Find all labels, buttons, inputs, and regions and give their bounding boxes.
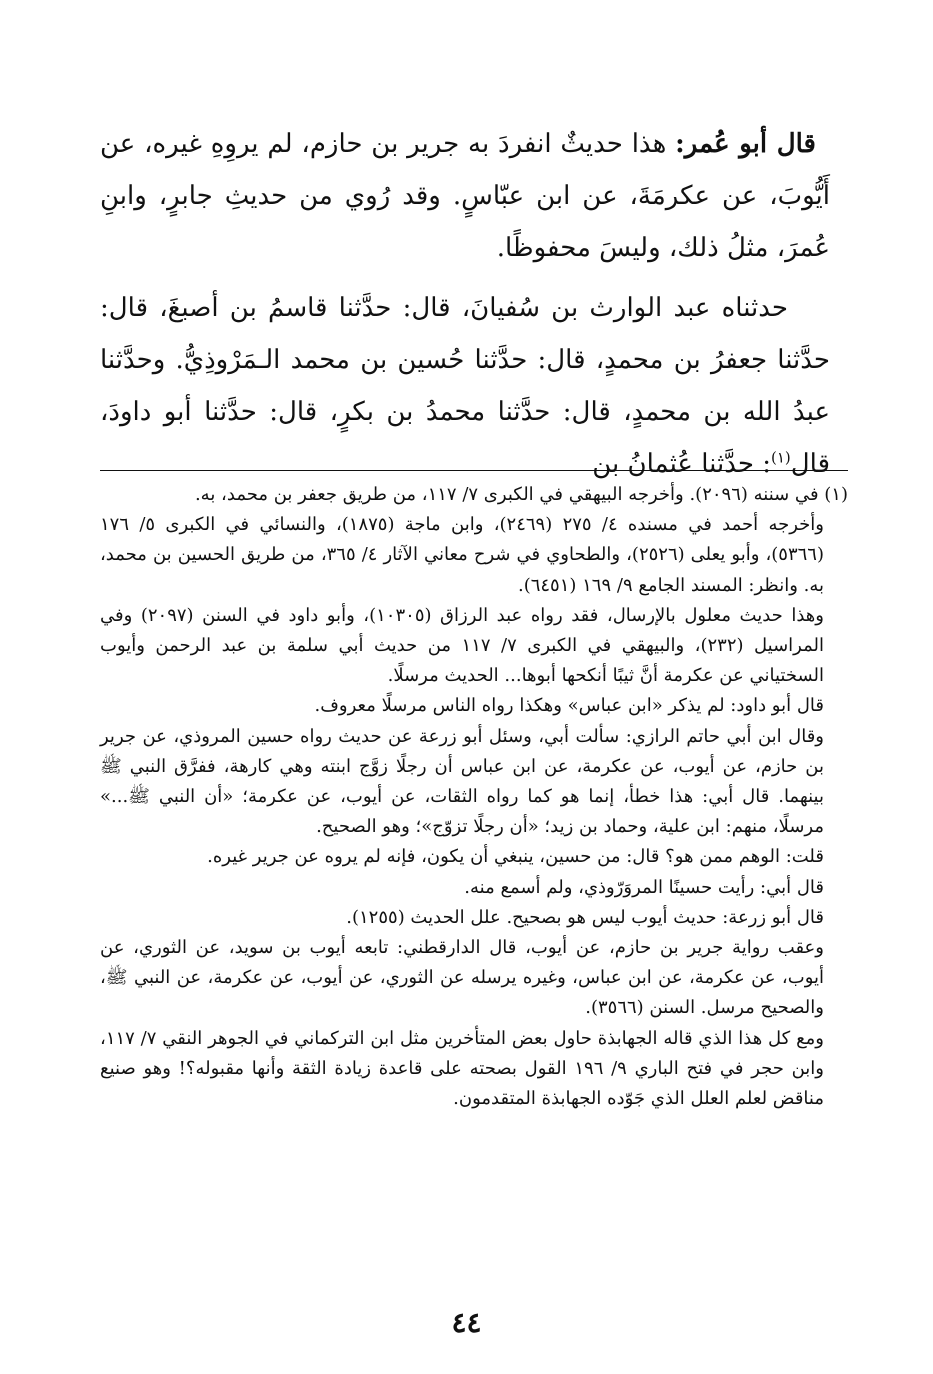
footnote-line: وهذا حديث معلول بالإرسال، فقد رواه عبد الرزاق (١٠٣٠٥)، وأبو داود في السنن (٢٠٩٧) وفي المراسيل (٢٣٢)، والبيهقي في الكبرى ٧/ ١١٧ من حديث أبي سلمة بن عبد الرحمن وأيوب السختياني عن عكرمة أنَّ ثيبًا أنكحها أبوها... الحديث مرسلًا.	[100, 604, 825, 687]
footnote-separator	[100, 470, 848, 471]
paragraph-2-text: حدثناه عبد الوارث بن سُفيانَ، قال: حدَّثنا قاسمُ بن أصبغَ، قال: حدَّثنا جعفرُ بن محمدٍ، قال: حدَّثنا حُسين بن محمد الـمَرْوذِيُّ. وحدَّثنا عبدُ الله بن محمدٍ، قال: حدَّثنا محمدُ بن بكرٍ، قال: حدَّثنا أبو داودَ، قال	[100, 293, 830, 479]
main-text	[100, 118, 830, 498]
footnote-line: قلت: الوهم ممن هو؟ قال: من حسين، ينبغي أن يكون، فإنه لم يروه عن جرير غيره.	[207, 846, 824, 868]
paragraph-1	[100, 118, 830, 274]
footnote-reference[interactable]: (١)	[770, 448, 791, 467]
speaker-name: قال أبو عُمر:	[675, 129, 816, 159]
footnote-line: قال أبي: رأيت حسينًا المروَرّوذي، ولم أسمع منه.	[464, 876, 824, 898]
paragraph-1-text: هذا حديثٌ انفردَ به جرير بن حازم، لم يروِهِ غيره، عن أَيُّوبَ، عن عكرمَةَ، عن ابن عبّاسٍ. وقد رُوي من حديثِ جابرٍ، وابنِ عُمرَ، مثلُ ذلك، وليسَ محفوظًا.	[100, 129, 830, 263]
footnote-line: ومع كل هذا الذي قاله الجهابذة حاول بعض المتأخرين مثل ابن التركماني في الجوهر النقي ٧/ ١١٧، وابن حجر في فتح الباري ٩/ ١٩٦ القول بصحته على قاعدة زيادة الثقة وأنها مقبوله؟! وهو صنيع مناقض لعلم العلل الذي جَوّده الجهابذة المتقدمون.	[100, 1027, 824, 1110]
page-number: ٤٤	[451, 1306, 482, 1339]
paragraph-2-tail: : حدَّثنا عُثمانُ بن	[592, 449, 771, 479]
footnote-line: وأخرجه أحمد في مسنده ٤/ ٢٧٥ (٢٤٦٩)، وابن ماجة (١٨٧٥)، والنسائي في الكبرى ٥/ ١٧٦ (٥٣٦٦)، وأبو يعلى (٢٥٢٦)، والطحاوي في شرح معاني الآثار ٤/ ٣٦٥، من طريق الحسين بن محمد، به. وانظر: المسند الجامع ٩/ ١٦٩ (٦٤٥١).	[100, 514, 824, 596]
footnote-line: وقال ابن أبي حاتم الرازي: سألت أبي، وسئل أبو زرعة عن حديث رواه حسين المروذي، عن جرير بن حازم، عن أيوب، عن عكرمة، عن ابن عباس أن رجلًا زوَّج ابنته وهي كارهة، ففرَّق النبي ﷺ بينهما. قال أبي: هذا خطأ، إنما هو كما رواه الثقات، عن أيوب، عن عكرمة؛ «أن النبي ﷺ...» مرسلًا، منهم: ابن علية، وحماد بن زيد؛ «أن رجلًا تزوّج»؛ وهو الصحيح.	[100, 725, 824, 838]
footnote-line: (١) في سننه (٢٠٩٦). وأخرجه البيهقي في الكبرى ٧/ ١١٧، من طريق جعفر بن محمد، به.	[194, 484, 848, 505]
paragraph-2	[100, 282, 830, 490]
footnote-line: قال أبو داود: لم يذكر «ابن عباس» وهكذا رواه الناس مرسلًا معروف.	[314, 695, 824, 717]
footnote-line: وعقب رواية جرير بن حازم، عن أيوب، قال الدارقطني: تابعه أيوب بن سويد، عن الثوري، عن أيوب، عن عكرمة، عن ابن عباس، وغيره يرسله عن الثوري، عن أيوب، عن عكرمة، عن النبي ﷺ، والصحيح مرسل. السنن (٣٥٦٦).	[100, 937, 824, 1019]
footnotes	[100, 480, 848, 1114]
footnote-line: قال أبو زرعة: حديث أيوب ليس هو بصحيح. علل الحديث (١٢٥٥).	[346, 906, 824, 928]
